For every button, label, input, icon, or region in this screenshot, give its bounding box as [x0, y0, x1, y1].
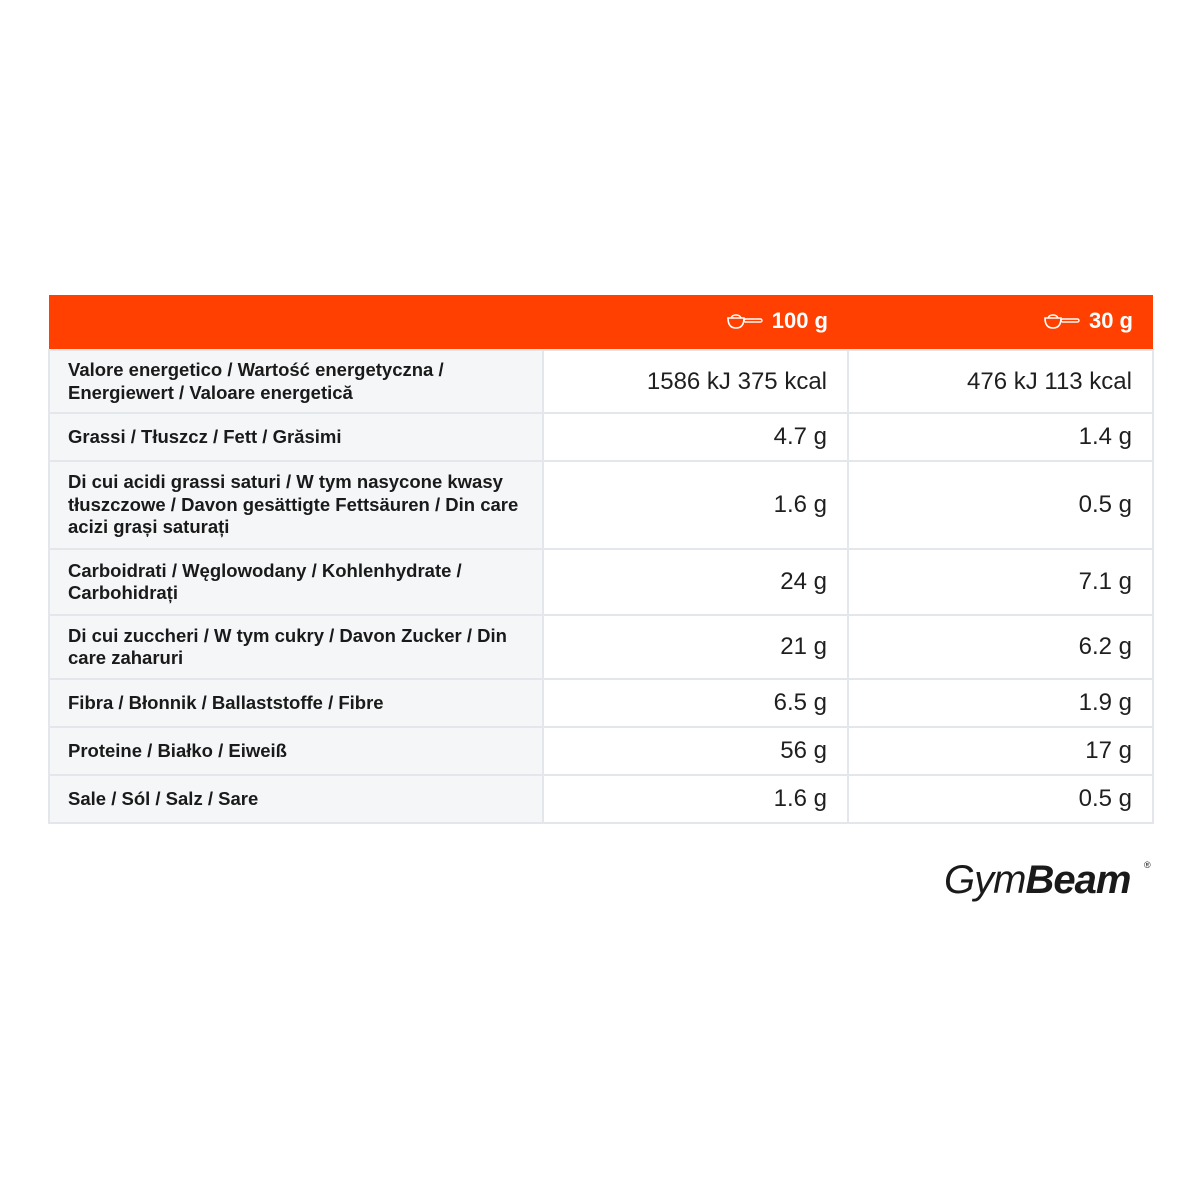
value-per-30g: 476 kJ 113 kcal	[848, 350, 1153, 413]
value-per-30g: 6.2 g	[848, 615, 1153, 679]
value-per-100g: 1.6 g	[543, 775, 848, 823]
nutrition-table-container	[48, 295, 1152, 824]
value-per-30g: 0.5 g	[848, 775, 1153, 823]
table-row	[49, 549, 1153, 615]
nutrient-label: Di cui zuccheri / W tym cukry / Davon Zucker / Din care zaharuri	[49, 615, 543, 679]
table-row	[49, 350, 1153, 413]
table-row	[49, 461, 1153, 549]
value-per-100g: 56 g	[543, 727, 848, 775]
nutrient-label: Di cui acidi grassi saturi / W tym nasycone kwasy tłuszczowe / Davon gesättigte Fettsäuren / Din care acizi grași saturați	[49, 461, 543, 549]
nutrient-label: Fibra / Błonnik / Ballaststoffe / Fibre	[49, 679, 543, 727]
registered-mark: ®	[1144, 860, 1151, 870]
logo-text-gym: Gym	[944, 858, 1026, 902]
logo-text-beam: Beam	[1025, 858, 1131, 902]
value-per-100g: 4.7 g	[543, 413, 848, 461]
nutrient-label: Valore energetico / Wartość energetyczna / Energiewert / Valoare energetică	[49, 350, 543, 413]
scoop-icon	[726, 312, 764, 330]
header-30g-label: 30 g	[1088, 308, 1133, 333]
value-per-100g: 24 g	[543, 549, 848, 615]
table-row	[49, 679, 1153, 727]
value-per-30g: 1.4 g	[848, 413, 1153, 461]
nutrient-label: Grassi / Tłuszcz / Fett / Grăsimi	[49, 413, 543, 461]
table-row	[49, 775, 1153, 823]
value-per-30g: 7.1 g	[848, 549, 1153, 615]
table-row	[49, 615, 1153, 679]
value-per-30g: 1.9 g	[848, 679, 1153, 727]
header-30g-cell	[848, 295, 1153, 350]
header-label-cell	[49, 295, 543, 350]
nutrient-label: Sale / Sól / Salz / Sare	[49, 775, 543, 823]
value-per-30g: 17 g	[848, 727, 1153, 775]
nutrient-label: Carboidrati / Węglowodany / Kohlenhydrate / Carbohidrați	[49, 549, 543, 615]
gymbeam-logo	[944, 858, 1154, 908]
value-per-100g: 1.6 g	[543, 461, 848, 549]
nutrient-label: Proteine / Białko / Eiweiß	[49, 727, 543, 775]
scoop-icon	[1043, 312, 1081, 330]
value-per-100g: 1586 kJ 375 kcal	[543, 350, 848, 413]
value-per-100g: 6.5 g	[543, 679, 848, 727]
header-100g-label: 100 g	[771, 308, 828, 333]
value-per-100g: 21 g	[543, 615, 848, 679]
table-row	[49, 727, 1153, 775]
header-100g-cell	[543, 295, 848, 350]
table-row	[49, 413, 1153, 461]
nutrition-table	[48, 295, 1154, 824]
value-per-30g: 0.5 g	[848, 461, 1153, 549]
table-header-row	[49, 295, 1153, 350]
